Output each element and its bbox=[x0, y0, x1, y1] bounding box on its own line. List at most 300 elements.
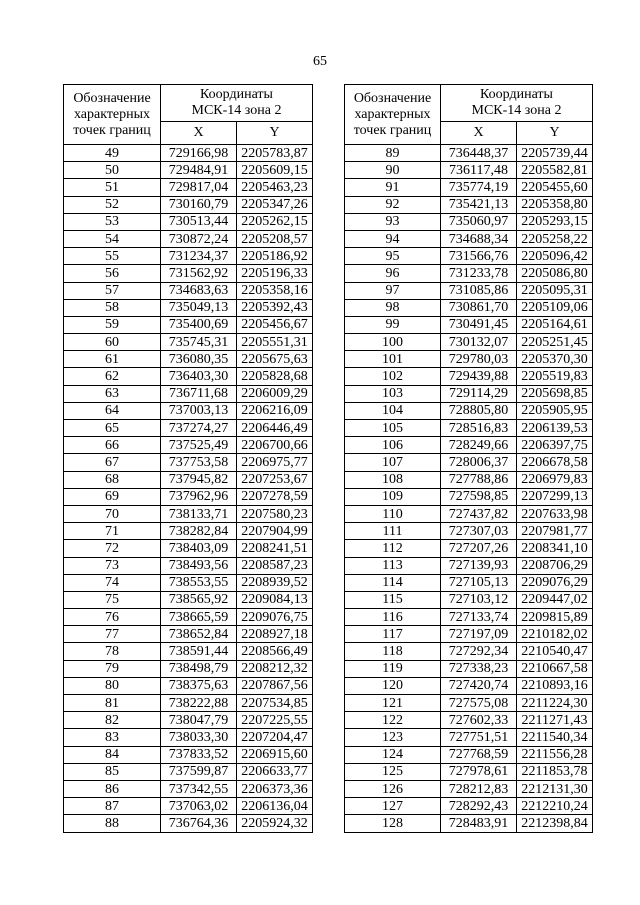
x-coordinate-cell: 727788,86 bbox=[441, 471, 517, 488]
x-coordinate-cell: 727978,61 bbox=[441, 763, 517, 780]
x-coordinate-cell: 738591,44 bbox=[161, 643, 237, 660]
x-coordinate-cell: 735421,13 bbox=[441, 196, 517, 213]
y-coordinate-cell: 2208927,18 bbox=[237, 626, 313, 643]
y-coordinate-cell: 2207981,77 bbox=[517, 523, 593, 540]
x-header: X bbox=[161, 122, 237, 145]
point-id-cell: 116 bbox=[345, 609, 441, 626]
table-row bbox=[64, 780, 313, 797]
table-row bbox=[345, 540, 593, 557]
y-coordinate-cell: 2205258,22 bbox=[517, 230, 593, 247]
table-row bbox=[64, 695, 313, 712]
table-row bbox=[64, 162, 313, 179]
y-coordinate-cell: 2205582,81 bbox=[517, 162, 593, 179]
y-coordinate-cell: 2208212,32 bbox=[237, 660, 313, 677]
y-coordinate-cell: 2206446,49 bbox=[237, 420, 313, 437]
point-id-cell: 110 bbox=[345, 505, 441, 522]
x-coordinate-cell: 730491,45 bbox=[441, 316, 517, 333]
y-coordinate-cell: 2205456,67 bbox=[237, 316, 313, 333]
table-row bbox=[345, 334, 593, 351]
point-id-cell: 123 bbox=[345, 729, 441, 746]
point-id-cell: 54 bbox=[64, 230, 161, 247]
y-coordinate-cell: 2206373,36 bbox=[237, 780, 313, 797]
point-id-cell: 76 bbox=[64, 609, 161, 626]
x-coordinate-cell: 728805,80 bbox=[441, 402, 517, 419]
table-row bbox=[345, 145, 593, 162]
x-coordinate-cell: 735400,69 bbox=[161, 316, 237, 333]
x-coordinate-cell: 735774,19 bbox=[441, 179, 517, 196]
x-coordinate-cell: 727437,82 bbox=[441, 505, 517, 522]
table-row bbox=[345, 196, 593, 213]
y-coordinate-cell: 2210540,47 bbox=[517, 643, 593, 660]
y-coordinate-cell: 2207904,99 bbox=[237, 523, 313, 540]
x-coordinate-cell: 727292,34 bbox=[441, 643, 517, 660]
point-id-cell: 84 bbox=[64, 746, 161, 763]
y-coordinate-cell: 2206009,29 bbox=[237, 385, 313, 402]
y-coordinate-cell: 2207867,56 bbox=[237, 677, 313, 694]
table-row bbox=[64, 712, 313, 729]
x-coordinate-cell: 727768,59 bbox=[441, 746, 517, 763]
y-coordinate-cell: 2205392,43 bbox=[237, 299, 313, 316]
y-coordinate-cell: 2205095,31 bbox=[517, 282, 593, 299]
y-coordinate-cell: 2205096,42 bbox=[517, 248, 593, 265]
table-row bbox=[64, 334, 313, 351]
y-coordinate-cell: 2208706,29 bbox=[517, 557, 593, 574]
point-id-cell: 109 bbox=[345, 488, 441, 505]
x-coordinate-cell: 738652,84 bbox=[161, 626, 237, 643]
point-id-cell: 103 bbox=[345, 385, 441, 402]
x-coordinate-cell: 738282,84 bbox=[161, 523, 237, 540]
table-row bbox=[345, 780, 593, 797]
y-coordinate-cell: 2205609,15 bbox=[237, 162, 313, 179]
table-row bbox=[345, 299, 593, 316]
table-row bbox=[64, 385, 313, 402]
y-coordinate-cell: 2211540,34 bbox=[517, 729, 593, 746]
x-coordinate-cell: 735049,13 bbox=[161, 299, 237, 316]
x-coordinate-cell: 727338,23 bbox=[441, 660, 517, 677]
x-coordinate-cell: 738222,88 bbox=[161, 695, 237, 712]
table-row bbox=[345, 437, 593, 454]
table-row bbox=[64, 763, 313, 780]
x-coordinate-cell: 738133,71 bbox=[161, 505, 237, 522]
x-coordinate-cell: 738553,55 bbox=[161, 574, 237, 591]
y-coordinate-cell: 2205262,15 bbox=[237, 213, 313, 230]
table-row bbox=[345, 643, 593, 660]
point-id-cell: 122 bbox=[345, 712, 441, 729]
point-id-cell: 118 bbox=[345, 643, 441, 660]
point-id-cell: 81 bbox=[64, 695, 161, 712]
point-id-cell: 87 bbox=[64, 798, 161, 815]
y-coordinate-cell: 2205455,60 bbox=[517, 179, 593, 196]
point-id-cell: 88 bbox=[64, 815, 161, 832]
x-coordinate-cell: 727103,12 bbox=[441, 591, 517, 608]
x-coordinate-cell: 728006,37 bbox=[441, 454, 517, 471]
point-id-cell: 52 bbox=[64, 196, 161, 213]
table-row bbox=[64, 609, 313, 626]
y-coordinate-cell: 2205551,31 bbox=[237, 334, 313, 351]
x-coordinate-cell: 727598,85 bbox=[441, 488, 517, 505]
point-label-header-line: точек границ bbox=[73, 122, 151, 138]
y-coordinate-cell: 2205347,26 bbox=[237, 196, 313, 213]
y-coordinate-cell: 2206979,83 bbox=[517, 471, 593, 488]
y-coordinate-cell: 2205358,80 bbox=[517, 196, 593, 213]
x-coordinate-cell: 727133,74 bbox=[441, 609, 517, 626]
y-coordinate-cell: 2207580,23 bbox=[237, 505, 313, 522]
table-row bbox=[64, 471, 313, 488]
y-coordinate-cell: 2205251,45 bbox=[517, 334, 593, 351]
x-coordinate-cell: 727420,74 bbox=[441, 677, 517, 694]
y-coordinate-cell: 2205186,92 bbox=[237, 248, 313, 265]
table-row bbox=[345, 626, 593, 643]
y-coordinate-cell: 2211853,78 bbox=[517, 763, 593, 780]
x-coordinate-cell: 735745,31 bbox=[161, 334, 237, 351]
y-coordinate-cell: 2206678,58 bbox=[517, 454, 593, 471]
point-label-header-line: характерных bbox=[354, 106, 431, 122]
point-id-cell: 97 bbox=[345, 282, 441, 299]
x-coordinate-cell: 736764,36 bbox=[161, 815, 237, 832]
point-id-cell: 63 bbox=[64, 385, 161, 402]
point-id-cell: 67 bbox=[64, 454, 161, 471]
x-coordinate-cell: 729484,91 bbox=[161, 162, 237, 179]
point-id-cell: 94 bbox=[345, 230, 441, 247]
x-coordinate-cell: 729439,88 bbox=[441, 368, 517, 385]
y-coordinate-cell: 2209447,02 bbox=[517, 591, 593, 608]
x-coordinate-cell: 727207,26 bbox=[441, 540, 517, 557]
x-coordinate-cell: 737599,87 bbox=[161, 763, 237, 780]
table-row bbox=[345, 574, 593, 591]
table-row bbox=[64, 660, 313, 677]
left-table-body bbox=[64, 145, 313, 833]
table-row bbox=[64, 591, 313, 608]
point-id-cell: 68 bbox=[64, 471, 161, 488]
coordinates-header-line: Координаты bbox=[480, 87, 553, 102]
y-coordinate-cell: 2210893,16 bbox=[517, 677, 593, 694]
table-row bbox=[345, 471, 593, 488]
table-row bbox=[345, 179, 593, 196]
table-row bbox=[64, 299, 313, 316]
y-coordinate-cell: 2206915,60 bbox=[237, 746, 313, 763]
table-row bbox=[345, 523, 593, 540]
x-coordinate-cell: 728516,83 bbox=[441, 420, 517, 437]
y-coordinate-cell: 2212131,30 bbox=[517, 780, 593, 797]
point-id-cell: 80 bbox=[64, 677, 161, 694]
point-id-cell: 98 bbox=[345, 299, 441, 316]
point-id-cell: 92 bbox=[345, 196, 441, 213]
point-id-cell: 82 bbox=[64, 712, 161, 729]
y-coordinate-cell: 2205196,33 bbox=[237, 265, 313, 282]
point-id-cell: 99 bbox=[345, 316, 441, 333]
x-coordinate-cell: 729817,04 bbox=[161, 179, 237, 196]
table-row bbox=[64, 316, 313, 333]
point-id-cell: 86 bbox=[64, 780, 161, 797]
point-id-cell: 121 bbox=[345, 695, 441, 712]
y-coordinate-cell: 2208566,49 bbox=[237, 643, 313, 660]
x-coordinate-cell: 727105,13 bbox=[441, 574, 517, 591]
y-coordinate-cell: 2205086,80 bbox=[517, 265, 593, 282]
x-coordinate-cell: 727602,33 bbox=[441, 712, 517, 729]
table-row bbox=[64, 248, 313, 265]
point-id-cell: 100 bbox=[345, 334, 441, 351]
x-coordinate-cell: 736080,35 bbox=[161, 351, 237, 368]
point-id-cell: 114 bbox=[345, 574, 441, 591]
y-coordinate-cell: 2206216,09 bbox=[237, 402, 313, 419]
y-coordinate-cell: 2208341,10 bbox=[517, 540, 593, 557]
x-coordinate-cell: 737274,27 bbox=[161, 420, 237, 437]
y-header: Y bbox=[237, 122, 313, 145]
y-coordinate-cell: 2205109,06 bbox=[517, 299, 593, 316]
point-id-cell: 113 bbox=[345, 557, 441, 574]
table-row bbox=[345, 265, 593, 282]
table-row bbox=[345, 162, 593, 179]
x-coordinate-cell: 729780,03 bbox=[441, 351, 517, 368]
y-coordinate-cell: 2205698,85 bbox=[517, 385, 593, 402]
point-id-cell: 89 bbox=[345, 145, 441, 162]
point-id-cell: 105 bbox=[345, 420, 441, 437]
table-row bbox=[64, 557, 313, 574]
y-coordinate-cell: 2210182,02 bbox=[517, 626, 593, 643]
table-row bbox=[64, 540, 313, 557]
table-row bbox=[64, 454, 313, 471]
point-id-cell: 62 bbox=[64, 368, 161, 385]
table-row bbox=[64, 265, 313, 282]
point-id-cell: 75 bbox=[64, 591, 161, 608]
y-coordinate-cell: 2212398,84 bbox=[517, 815, 593, 832]
y-coordinate-cell: 2205924,32 bbox=[237, 815, 313, 832]
table-row bbox=[64, 815, 313, 832]
x-coordinate-cell: 738375,63 bbox=[161, 677, 237, 694]
y-coordinate-cell: 2208241,51 bbox=[237, 540, 313, 557]
coordinates-header bbox=[441, 85, 593, 122]
point-id-cell: 51 bbox=[64, 179, 161, 196]
point-id-cell: 125 bbox=[345, 763, 441, 780]
x-coordinate-cell: 728483,91 bbox=[441, 815, 517, 832]
point-id-cell: 115 bbox=[345, 591, 441, 608]
y-coordinate-cell: 2205783,87 bbox=[237, 145, 313, 162]
point-id-cell: 60 bbox=[64, 334, 161, 351]
table-row bbox=[345, 316, 593, 333]
x-coordinate-cell: 737063,02 bbox=[161, 798, 237, 815]
point-id-cell: 128 bbox=[345, 815, 441, 832]
x-header: X bbox=[441, 122, 517, 145]
x-coordinate-cell: 731566,76 bbox=[441, 248, 517, 265]
table-row bbox=[64, 505, 313, 522]
table-row bbox=[345, 351, 593, 368]
point-id-cell: 61 bbox=[64, 351, 161, 368]
point-id-cell: 69 bbox=[64, 488, 161, 505]
table-row bbox=[345, 746, 593, 763]
point-id-cell: 53 bbox=[64, 213, 161, 230]
y-coordinate-cell: 2206633,77 bbox=[237, 763, 313, 780]
table-row bbox=[64, 729, 313, 746]
table-row bbox=[345, 729, 593, 746]
x-coordinate-cell: 738047,79 bbox=[161, 712, 237, 729]
table-row bbox=[64, 437, 313, 454]
x-coordinate-cell: 730872,24 bbox=[161, 230, 237, 247]
x-coordinate-cell: 734688,34 bbox=[441, 230, 517, 247]
x-coordinate-cell: 734683,63 bbox=[161, 282, 237, 299]
point-id-cell: 95 bbox=[345, 248, 441, 265]
table-row bbox=[345, 798, 593, 815]
point-id-cell: 58 bbox=[64, 299, 161, 316]
x-coordinate-cell: 729114,29 bbox=[441, 385, 517, 402]
table-row bbox=[345, 557, 593, 574]
x-coordinate-cell: 736448,37 bbox=[441, 145, 517, 162]
table-row bbox=[345, 695, 593, 712]
table-row bbox=[64, 402, 313, 419]
coordinates-header-line: Координаты bbox=[200, 87, 273, 102]
point-id-cell: 102 bbox=[345, 368, 441, 385]
table-row bbox=[64, 230, 313, 247]
x-coordinate-cell: 730160,79 bbox=[161, 196, 237, 213]
y-coordinate-cell: 2207204,47 bbox=[237, 729, 313, 746]
table-row bbox=[345, 368, 593, 385]
y-coordinate-cell: 2206139,53 bbox=[517, 420, 593, 437]
x-coordinate-cell: 735060,97 bbox=[441, 213, 517, 230]
y-coordinate-cell: 2205675,63 bbox=[237, 351, 313, 368]
coordinates-header-line: МСК-14 зона 2 bbox=[191, 103, 282, 118]
table-row bbox=[345, 763, 593, 780]
point-label-header bbox=[64, 85, 161, 145]
x-coordinate-cell: 727307,03 bbox=[441, 523, 517, 540]
x-coordinate-cell: 730513,44 bbox=[161, 213, 237, 230]
x-coordinate-cell: 736403,30 bbox=[161, 368, 237, 385]
table-row bbox=[64, 196, 313, 213]
y-coordinate-cell: 2205370,30 bbox=[517, 351, 593, 368]
y-coordinate-cell: 2205358,16 bbox=[237, 282, 313, 299]
point-label-header-line: Обозначение bbox=[353, 90, 432, 106]
point-id-cell: 119 bbox=[345, 660, 441, 677]
y-coordinate-cell: 2209076,29 bbox=[517, 574, 593, 591]
table-row bbox=[64, 351, 313, 368]
table-row bbox=[64, 282, 313, 299]
x-coordinate-cell: 727139,93 bbox=[441, 557, 517, 574]
x-coordinate-cell: 736711,68 bbox=[161, 385, 237, 402]
point-id-cell: 50 bbox=[64, 162, 161, 179]
table-row bbox=[64, 420, 313, 437]
table-row bbox=[345, 712, 593, 729]
point-id-cell: 107 bbox=[345, 454, 441, 471]
y-coordinate-cell: 2205519,83 bbox=[517, 368, 593, 385]
point-id-cell: 74 bbox=[64, 574, 161, 591]
y-coordinate-cell: 2207534,85 bbox=[237, 695, 313, 712]
y-coordinate-cell: 2207299,13 bbox=[517, 488, 593, 505]
y-coordinate-cell: 2206700,66 bbox=[237, 437, 313, 454]
y-coordinate-cell: 2211224,30 bbox=[517, 695, 593, 712]
table-row bbox=[345, 677, 593, 694]
x-coordinate-cell: 737753,58 bbox=[161, 454, 237, 471]
point-id-cell: 57 bbox=[64, 282, 161, 299]
table-row bbox=[345, 385, 593, 402]
table-row bbox=[345, 230, 593, 247]
x-coordinate-cell: 731233,78 bbox=[441, 265, 517, 282]
table-row bbox=[345, 454, 593, 471]
table-row bbox=[64, 746, 313, 763]
y-coordinate-cell: 2205828,68 bbox=[237, 368, 313, 385]
x-coordinate-cell: 737003,13 bbox=[161, 402, 237, 419]
point-id-cell: 77 bbox=[64, 626, 161, 643]
x-coordinate-cell: 737525,49 bbox=[161, 437, 237, 454]
table-row bbox=[64, 798, 313, 815]
y-coordinate-cell: 2205293,15 bbox=[517, 213, 593, 230]
x-coordinate-cell: 728212,83 bbox=[441, 780, 517, 797]
y-coordinate-cell: 2208939,52 bbox=[237, 574, 313, 591]
table-row bbox=[64, 179, 313, 196]
y-coordinate-cell: 2206136,04 bbox=[237, 798, 313, 815]
y-coordinate-cell: 2212210,24 bbox=[517, 798, 593, 815]
y-coordinate-cell: 2205208,57 bbox=[237, 230, 313, 247]
x-coordinate-cell: 738665,59 bbox=[161, 609, 237, 626]
x-coordinate-cell: 738033,30 bbox=[161, 729, 237, 746]
table-row bbox=[64, 626, 313, 643]
point-id-cell: 64 bbox=[64, 402, 161, 419]
x-coordinate-cell: 737962,96 bbox=[161, 488, 237, 505]
table-row bbox=[64, 213, 313, 230]
x-coordinate-cell: 737945,82 bbox=[161, 471, 237, 488]
table-row bbox=[64, 145, 313, 162]
y-coordinate-cell: 2206975,77 bbox=[237, 454, 313, 471]
point-id-cell: 49 bbox=[64, 145, 161, 162]
point-id-cell: 73 bbox=[64, 557, 161, 574]
point-id-cell: 65 bbox=[64, 420, 161, 437]
table-row bbox=[345, 213, 593, 230]
point-label-header-line: характерных bbox=[73, 106, 151, 122]
x-coordinate-cell: 738493,56 bbox=[161, 557, 237, 574]
y-coordinate-cell: 2208587,23 bbox=[237, 557, 313, 574]
point-label-header bbox=[345, 85, 441, 145]
x-coordinate-cell: 728249,66 bbox=[441, 437, 517, 454]
x-coordinate-cell: 729166,98 bbox=[161, 145, 237, 162]
point-id-cell: 120 bbox=[345, 677, 441, 694]
point-id-cell: 78 bbox=[64, 643, 161, 660]
table-row bbox=[345, 402, 593, 419]
point-id-cell: 79 bbox=[64, 660, 161, 677]
point-id-cell: 85 bbox=[64, 763, 161, 780]
y-coordinate-cell: 2205905,95 bbox=[517, 402, 593, 419]
table-row bbox=[64, 488, 313, 505]
coordinates-table-right bbox=[344, 84, 593, 833]
x-coordinate-cell: 731562,92 bbox=[161, 265, 237, 282]
table-row bbox=[64, 677, 313, 694]
point-id-cell: 72 bbox=[64, 540, 161, 557]
point-id-cell: 91 bbox=[345, 179, 441, 196]
point-id-cell: 83 bbox=[64, 729, 161, 746]
right-table-body bbox=[345, 145, 593, 833]
point-id-cell: 101 bbox=[345, 351, 441, 368]
point-label-header-line: точек границ bbox=[353, 122, 432, 138]
x-coordinate-cell: 738565,92 bbox=[161, 591, 237, 608]
y-coordinate-cell: 2207225,55 bbox=[237, 712, 313, 729]
point-id-cell: 66 bbox=[64, 437, 161, 454]
x-coordinate-cell: 731085,86 bbox=[441, 282, 517, 299]
coordinates-table-left bbox=[63, 84, 313, 833]
x-coordinate-cell: 730861,70 bbox=[441, 299, 517, 316]
table-row bbox=[345, 660, 593, 677]
y-coordinate-cell: 2210667,58 bbox=[517, 660, 593, 677]
table-row bbox=[345, 609, 593, 626]
point-id-cell: 59 bbox=[64, 316, 161, 333]
point-id-cell: 93 bbox=[345, 213, 441, 230]
table-row bbox=[345, 591, 593, 608]
y-coordinate-cell: 2211271,43 bbox=[517, 712, 593, 729]
table-row bbox=[64, 368, 313, 385]
point-id-cell: 124 bbox=[345, 746, 441, 763]
point-id-cell: 112 bbox=[345, 540, 441, 557]
coordinates-header-line: МСК-14 зона 2 bbox=[471, 103, 562, 118]
point-id-cell: 70 bbox=[64, 505, 161, 522]
y-coordinate-cell: 2211556,28 bbox=[517, 746, 593, 763]
point-id-cell: 104 bbox=[345, 402, 441, 419]
table-row bbox=[345, 815, 593, 832]
x-coordinate-cell: 727197,09 bbox=[441, 626, 517, 643]
